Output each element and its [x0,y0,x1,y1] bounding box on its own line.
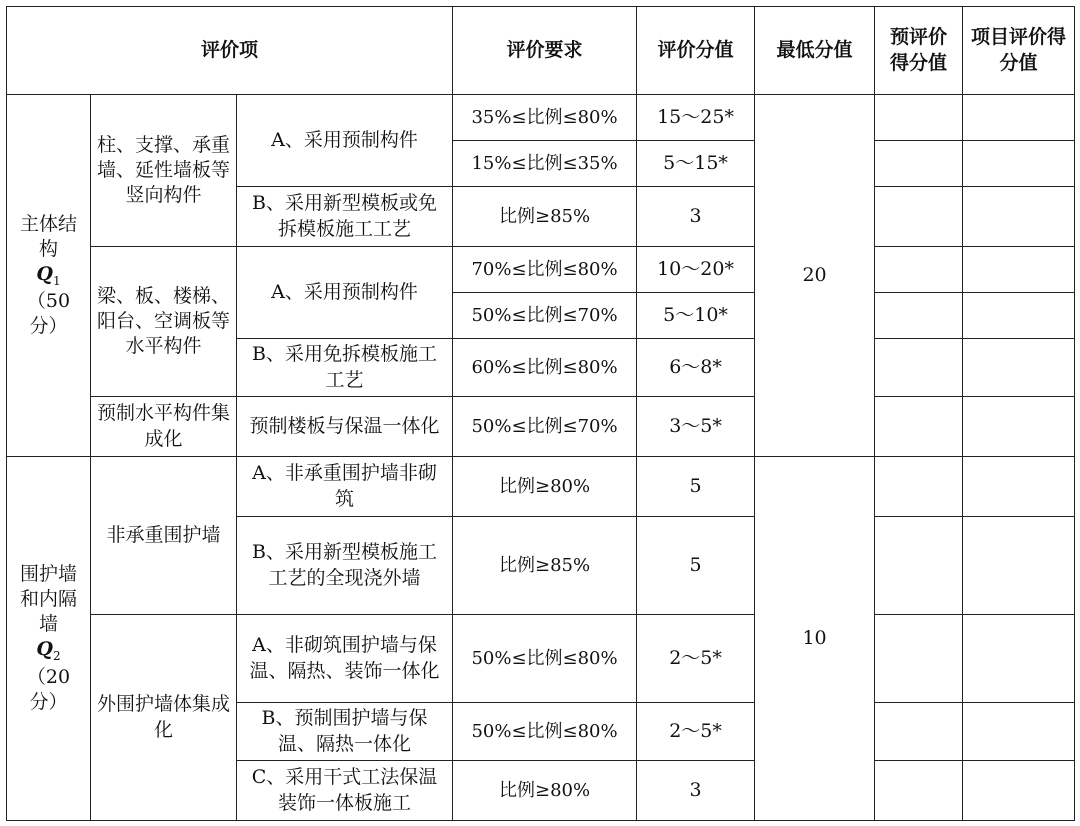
pre-eval-input-cell[interactable] [875,293,963,339]
method-cell: B、采用免拆模板施工工艺 [237,339,453,397]
score-cell: 3 [637,761,755,821]
table-row [7,615,1075,703]
score-cell: 10～20* [637,247,755,293]
project-eval-input-cell[interactable] [963,615,1075,703]
score-cell: 2～5* [637,703,755,761]
section-title: 主体结构 [19,212,77,260]
method-cell: A、采用预制构件 [237,247,453,339]
project-eval-input-cell[interactable] [963,141,1075,187]
method-cell: C、采用干式工法保温装饰一体板施工 [237,761,453,821]
requirement-cell: 50%≤比例≤70% [453,293,637,339]
project-eval-input-cell[interactable] [963,247,1075,293]
pre-eval-input-cell[interactable] [875,761,963,821]
header-item: 评价项 [7,7,453,95]
score-cell: 5～10* [637,293,755,339]
score-cell: 5 [637,517,755,615]
score-cell: 5 [637,457,755,517]
score-cell: 5～15* [637,141,755,187]
section-subscript: 1 [52,273,61,288]
pre-eval-input-cell[interactable] [875,339,963,397]
pre-eval-input-cell[interactable] [875,457,963,517]
header-project-eval: 项目评价得分值 [963,7,1075,95]
evaluation-table [6,6,1075,821]
project-eval-input-cell[interactable] [963,95,1075,141]
requirement-cell: 60%≤比例≤80% [453,339,637,397]
pre-eval-input-cell[interactable] [875,247,963,293]
project-eval-input-cell[interactable] [963,187,1075,247]
method-cell: 预制楼板与保温一体化 [237,397,453,457]
method-cell: A、采用预制构件 [237,95,453,187]
project-eval-input-cell[interactable] [963,339,1075,397]
pre-eval-input-cell[interactable] [875,703,963,761]
project-eval-input-cell[interactable] [963,397,1075,457]
requirement-cell: 15%≤比例≤35% [453,141,637,187]
section-symbol: Q [36,638,53,661]
score-cell: 15～25* [637,95,755,141]
pre-eval-input-cell[interactable] [875,397,963,457]
pre-eval-input-cell[interactable] [875,517,963,615]
requirement-cell: 70%≤比例≤80% [453,247,637,293]
table-row [7,247,1075,293]
group-non-bearing-walls: 非承重围护墙 [91,457,237,615]
pre-eval-input-cell[interactable] [875,95,963,141]
method-cell: B、预制围护墙与保温、隔热一体化 [237,703,453,761]
score-cell: 3～5* [637,397,755,457]
header-requirement: 评价要求 [453,7,637,95]
requirement-cell: 比例≥85% [453,187,637,247]
method-cell: A、非承重围护墙非砌筑 [237,457,453,517]
group-vertical-members: 柱、支撑、承重墙、延性墙板等竖向构件 [91,95,237,247]
min-score-enclosure-walls: 10 [755,457,875,821]
header-score-value: 评价分值 [637,7,755,95]
score-cell: 6～8* [637,339,755,397]
requirement-cell: 比例≥80% [453,761,637,821]
method-cell: B、采用新型模板施工工艺的全现浇外墙 [237,517,453,615]
min-score-main-structure: 20 [755,95,875,457]
section-points: （20分） [26,665,71,713]
pre-eval-input-cell[interactable] [875,187,963,247]
score-cell: 2～5* [637,615,755,703]
project-eval-input-cell[interactable] [963,457,1075,517]
header-min-score: 最低分值 [755,7,875,95]
section-points: （50分） [26,290,71,338]
requirement-cell: 比例≥80% [453,457,637,517]
group-prefab-horizontal-integration: 预制水平构件集成化 [91,397,237,457]
project-eval-input-cell[interactable] [963,703,1075,761]
method-cell: B、采用新型模板或免拆模板施工工艺 [237,187,453,247]
section-main-structure [7,95,91,457]
table-row [7,95,1075,141]
header-pre-eval: 预评价得分值 [875,7,963,95]
score-cell: 3 [637,187,755,247]
header-row [7,7,1075,95]
section-subscript: 2 [52,649,61,664]
project-eval-input-cell[interactable] [963,293,1075,339]
section-symbol: Q [36,262,53,285]
pre-eval-input-cell[interactable] [875,615,963,703]
group-horizontal-members: 梁、板、楼梯、阳台、空调板等水平构件 [91,247,237,397]
requirement-cell: 50%≤比例≤70% [453,397,637,457]
table-row [7,457,1075,517]
requirement-cell: 50%≤比例≤80% [453,615,637,703]
requirement-cell: 50%≤比例≤80% [453,703,637,761]
requirement-cell: 35%≤比例≤80% [453,95,637,141]
pre-eval-input-cell[interactable] [875,141,963,187]
project-eval-input-cell[interactable] [963,761,1075,821]
requirement-cell: 比例≥85% [453,517,637,615]
project-eval-input-cell[interactable] [963,517,1075,615]
table-row [7,397,1075,457]
method-cell: A、非砌筑围护墙与保温、隔热、装饰一体化 [237,615,453,703]
group-exterior-wall-integration: 外围护墙体集成化 [91,615,237,821]
section-enclosure-walls [7,457,91,821]
section-title: 围护墙和内隔墙 [19,562,77,636]
